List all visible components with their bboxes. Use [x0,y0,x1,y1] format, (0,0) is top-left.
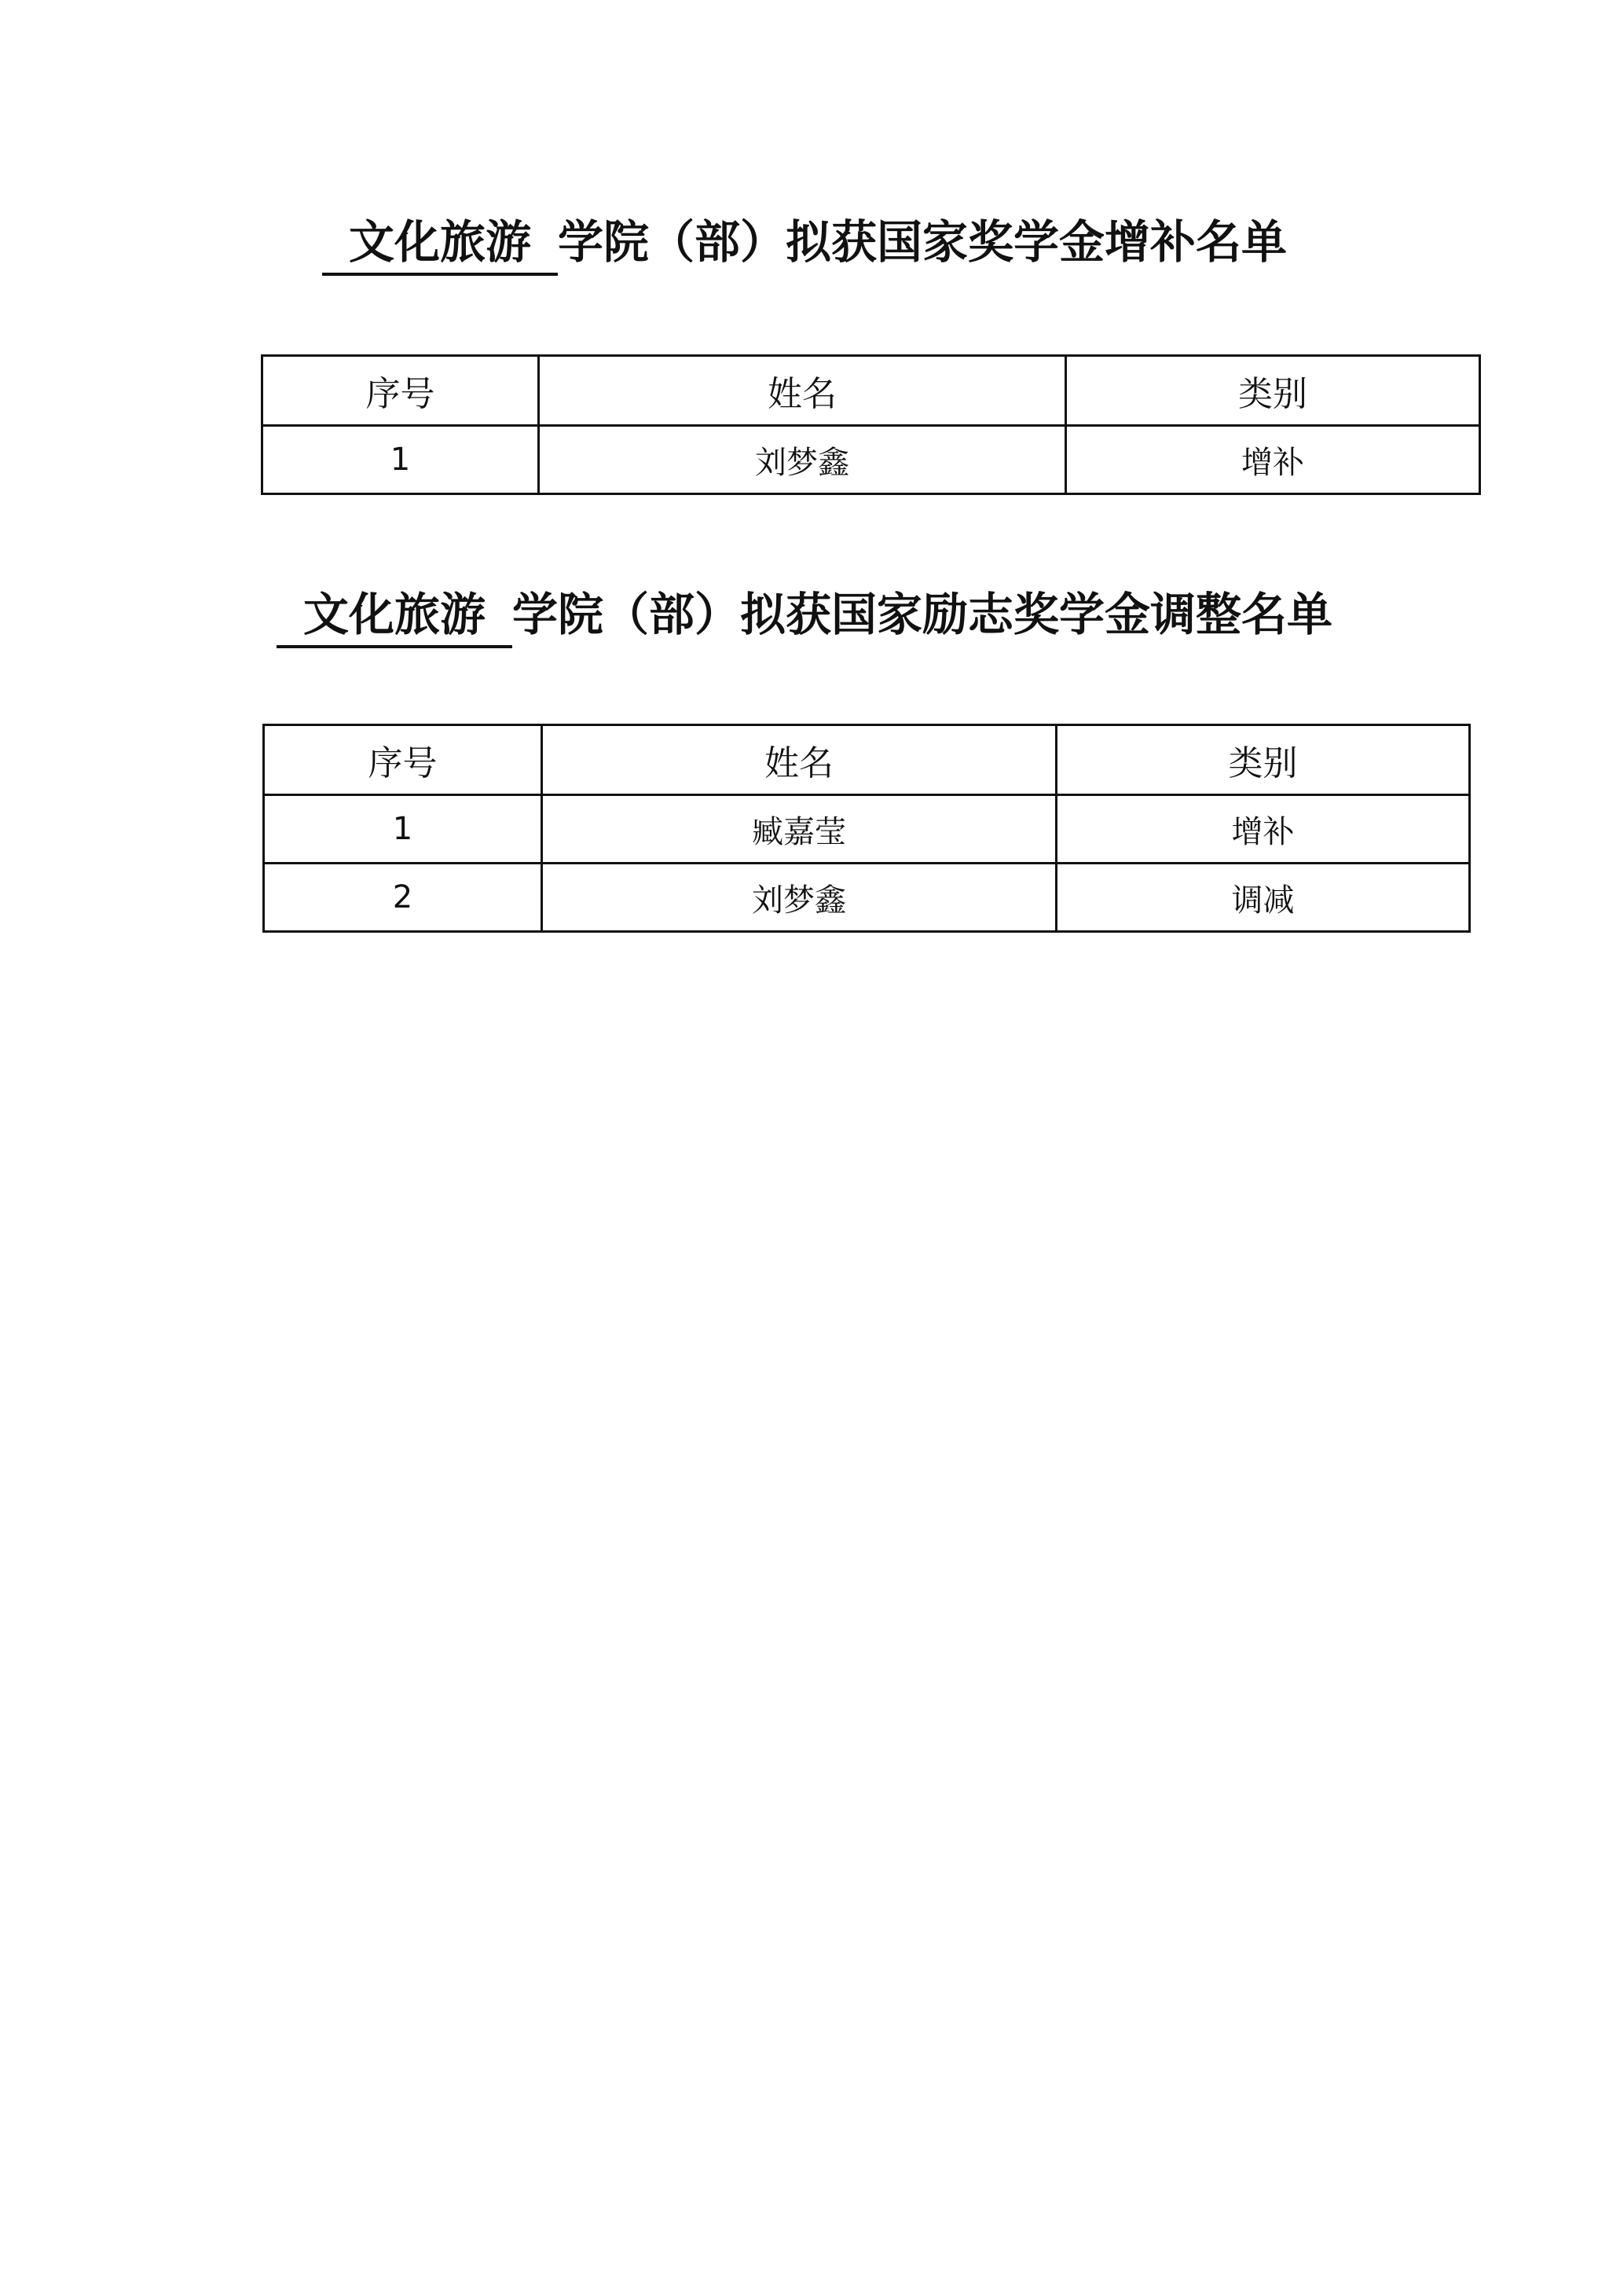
cell-name: 臧嘉莹 [542,795,1057,864]
header-serial: 序号 [264,725,542,795]
cell-category: 增补 [1066,426,1480,494]
header-category: 类别 [1057,725,1470,795]
cell-serial: 1 [264,795,542,864]
table-row [262,426,1480,494]
header-name: 姓名 [542,725,1057,795]
table-header-row [262,356,1480,426]
table-header-row [264,725,1470,795]
section-1-title [0,211,1609,276]
cell-name: 刘梦鑫 [542,864,1057,932]
cell-serial: 2 [264,864,542,932]
header-serial: 序号 [262,356,539,426]
section-2-unit: 文化旅游 [277,585,512,648]
table-row [264,795,1470,864]
section-2-title [0,583,1609,648]
header-name: 姓名 [539,356,1066,426]
scholarship-table [261,354,1481,495]
section-1-unit: 文化旅游 [322,213,558,276]
cell-category: 调减 [1057,864,1470,932]
section-1-title-text: 学院（部）拟获国家奖学金增补名单 [558,215,1288,269]
table-row [264,864,1470,932]
encouragement-scholarship-table [262,724,1471,933]
cell-category: 增补 [1057,795,1470,864]
cell-serial: 1 [262,426,539,494]
cell-name: 刘梦鑫 [539,426,1066,494]
section-2-title-text: 学院（部）拟获国家励志奖学金调整名单 [512,588,1333,641]
header-category: 类别 [1066,356,1480,426]
